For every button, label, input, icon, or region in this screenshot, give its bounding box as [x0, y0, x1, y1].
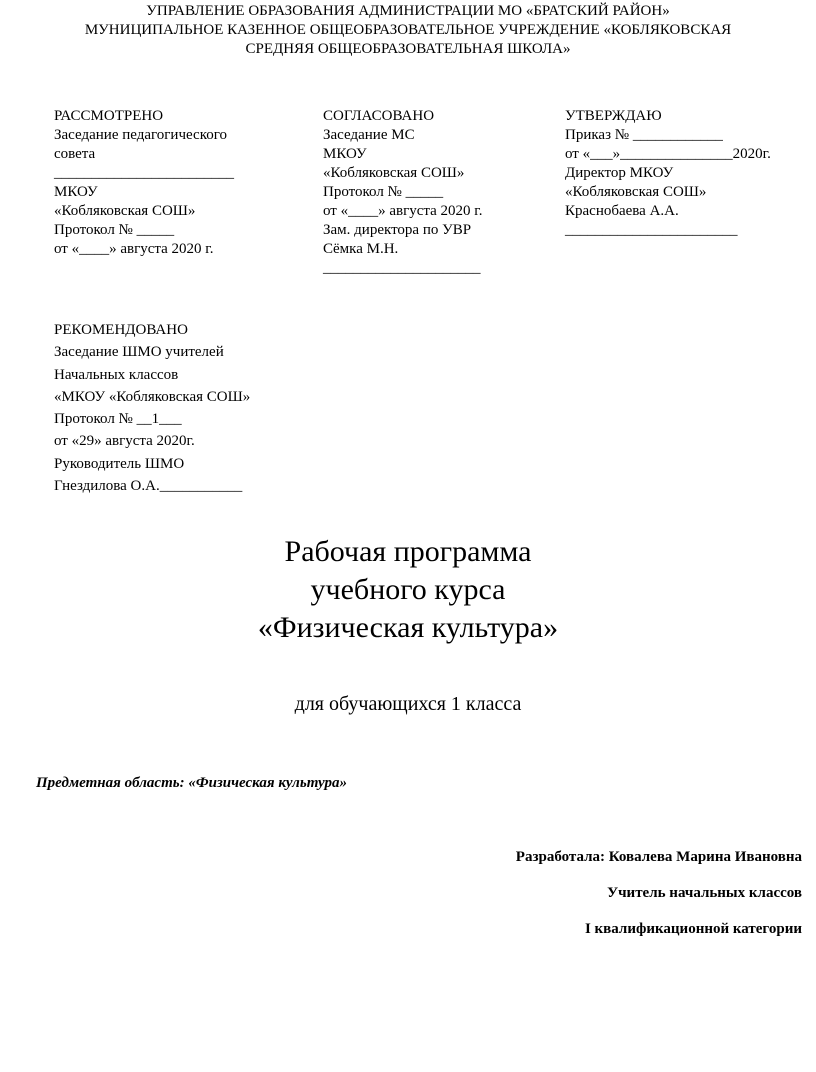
considered-line: Заседание педагогического: [54, 127, 227, 143]
approve-order: Приказ № ____________: [565, 127, 723, 143]
considered-heading: РАССМОТРЕНО: [54, 108, 164, 124]
subject-area-text: Предметная область: «Физическая культура»: [36, 775, 347, 791]
author-position: Учитель начальных классов: [607, 885, 802, 901]
agreed-signature-line: _____________________: [323, 260, 481, 276]
recommended-line: «МКОУ «Кобляковская СОШ»: [54, 388, 251, 405]
approve-line: Директор МКОУ: [565, 165, 674, 181]
considered-date: от «____» августа 2020 г.: [54, 241, 214, 257]
recommended-line: Руководитель ШМО: [54, 455, 185, 472]
approve-signer: Краснобаева А.А.: [565, 203, 679, 219]
agreed-line: МКОУ: [323, 146, 367, 162]
approve-date: от «___»_______________2020г.: [565, 146, 771, 162]
considered-line: МКОУ: [54, 184, 98, 200]
title-line-2: учебного курса: [310, 573, 506, 606]
agreed-date: от «____» августа 2020 г.: [323, 203, 483, 219]
approve-signature-line: _______________________: [565, 222, 738, 238]
considered-line: совета: [54, 146, 96, 162]
recommended-signer: Гнездилова О.А.___________: [54, 478, 243, 495]
school-header: [0, 2, 816, 59]
agreed-line: «Кобляковская СОШ»: [323, 165, 465, 181]
recommended-line: Заседание ШМО учителей: [54, 344, 224, 361]
agreed-protocol: Протокол № _____: [323, 184, 444, 200]
header-line-3: СРЕДНЯЯ ОБЩЕОБРАЗОВАТЕЛЬНАЯ ШКОЛА»: [245, 41, 571, 57]
approve-block: [565, 107, 771, 240]
recommended-heading: РЕКОМЕНДОВАНО: [54, 322, 188, 338]
agreed-line: Зам. директора по УВР: [323, 222, 472, 238]
agreed-line: Заседание МС: [323, 127, 415, 143]
author-category: I квалификационной категории: [584, 921, 802, 937]
approve-heading: УТВЕРЖДАЮ: [565, 108, 662, 124]
considered-signature-line: ________________________: [54, 165, 234, 181]
header-line-2: МУНИЦИПАЛЬНОЕ КАЗЕННОЕ ОБЩЕОБРАЗОВАТЕЛЬНОЕ УЧРЕЖДЕНИЕ «КОБЛЯКОВСКАЯ: [84, 22, 732, 38]
title-line-3: «Физическая культура»: [257, 611, 559, 644]
agreed-block: [323, 107, 483, 278]
agreed-heading: СОГЛАСОВАНО: [323, 108, 435, 124]
recommended-line: Начальных классов: [54, 366, 179, 383]
author-name: Разработала: Ковалева Марина Ивановна: [515, 849, 802, 865]
audience-text: для обучающихся 1 класса: [294, 693, 522, 715]
author-block: [516, 848, 802, 939]
approve-line: «Кобляковская СОШ»: [565, 184, 707, 200]
document-title: [0, 533, 816, 647]
agreed-signer: Сёмка М.Н.: [323, 241, 399, 257]
recommended-block: [54, 319, 250, 497]
considered-protocol: Протокол № _____: [54, 222, 175, 238]
considered-line: «Кобляковская СОШ»: [54, 203, 196, 219]
recommended-protocol: Протокол № __1___: [54, 411, 182, 428]
title-line-1: Рабочая программа: [284, 535, 532, 568]
recommended-date: от «29» августа 2020г.: [54, 433, 195, 450]
header-line-1: УПРАВЛЕНИЕ ОБРАЗОВАНИЯ АДМИНИСТРАЦИИ МО «БРАТСКИЙ РАЙОН»: [146, 3, 670, 19]
considered-block: [54, 107, 234, 259]
